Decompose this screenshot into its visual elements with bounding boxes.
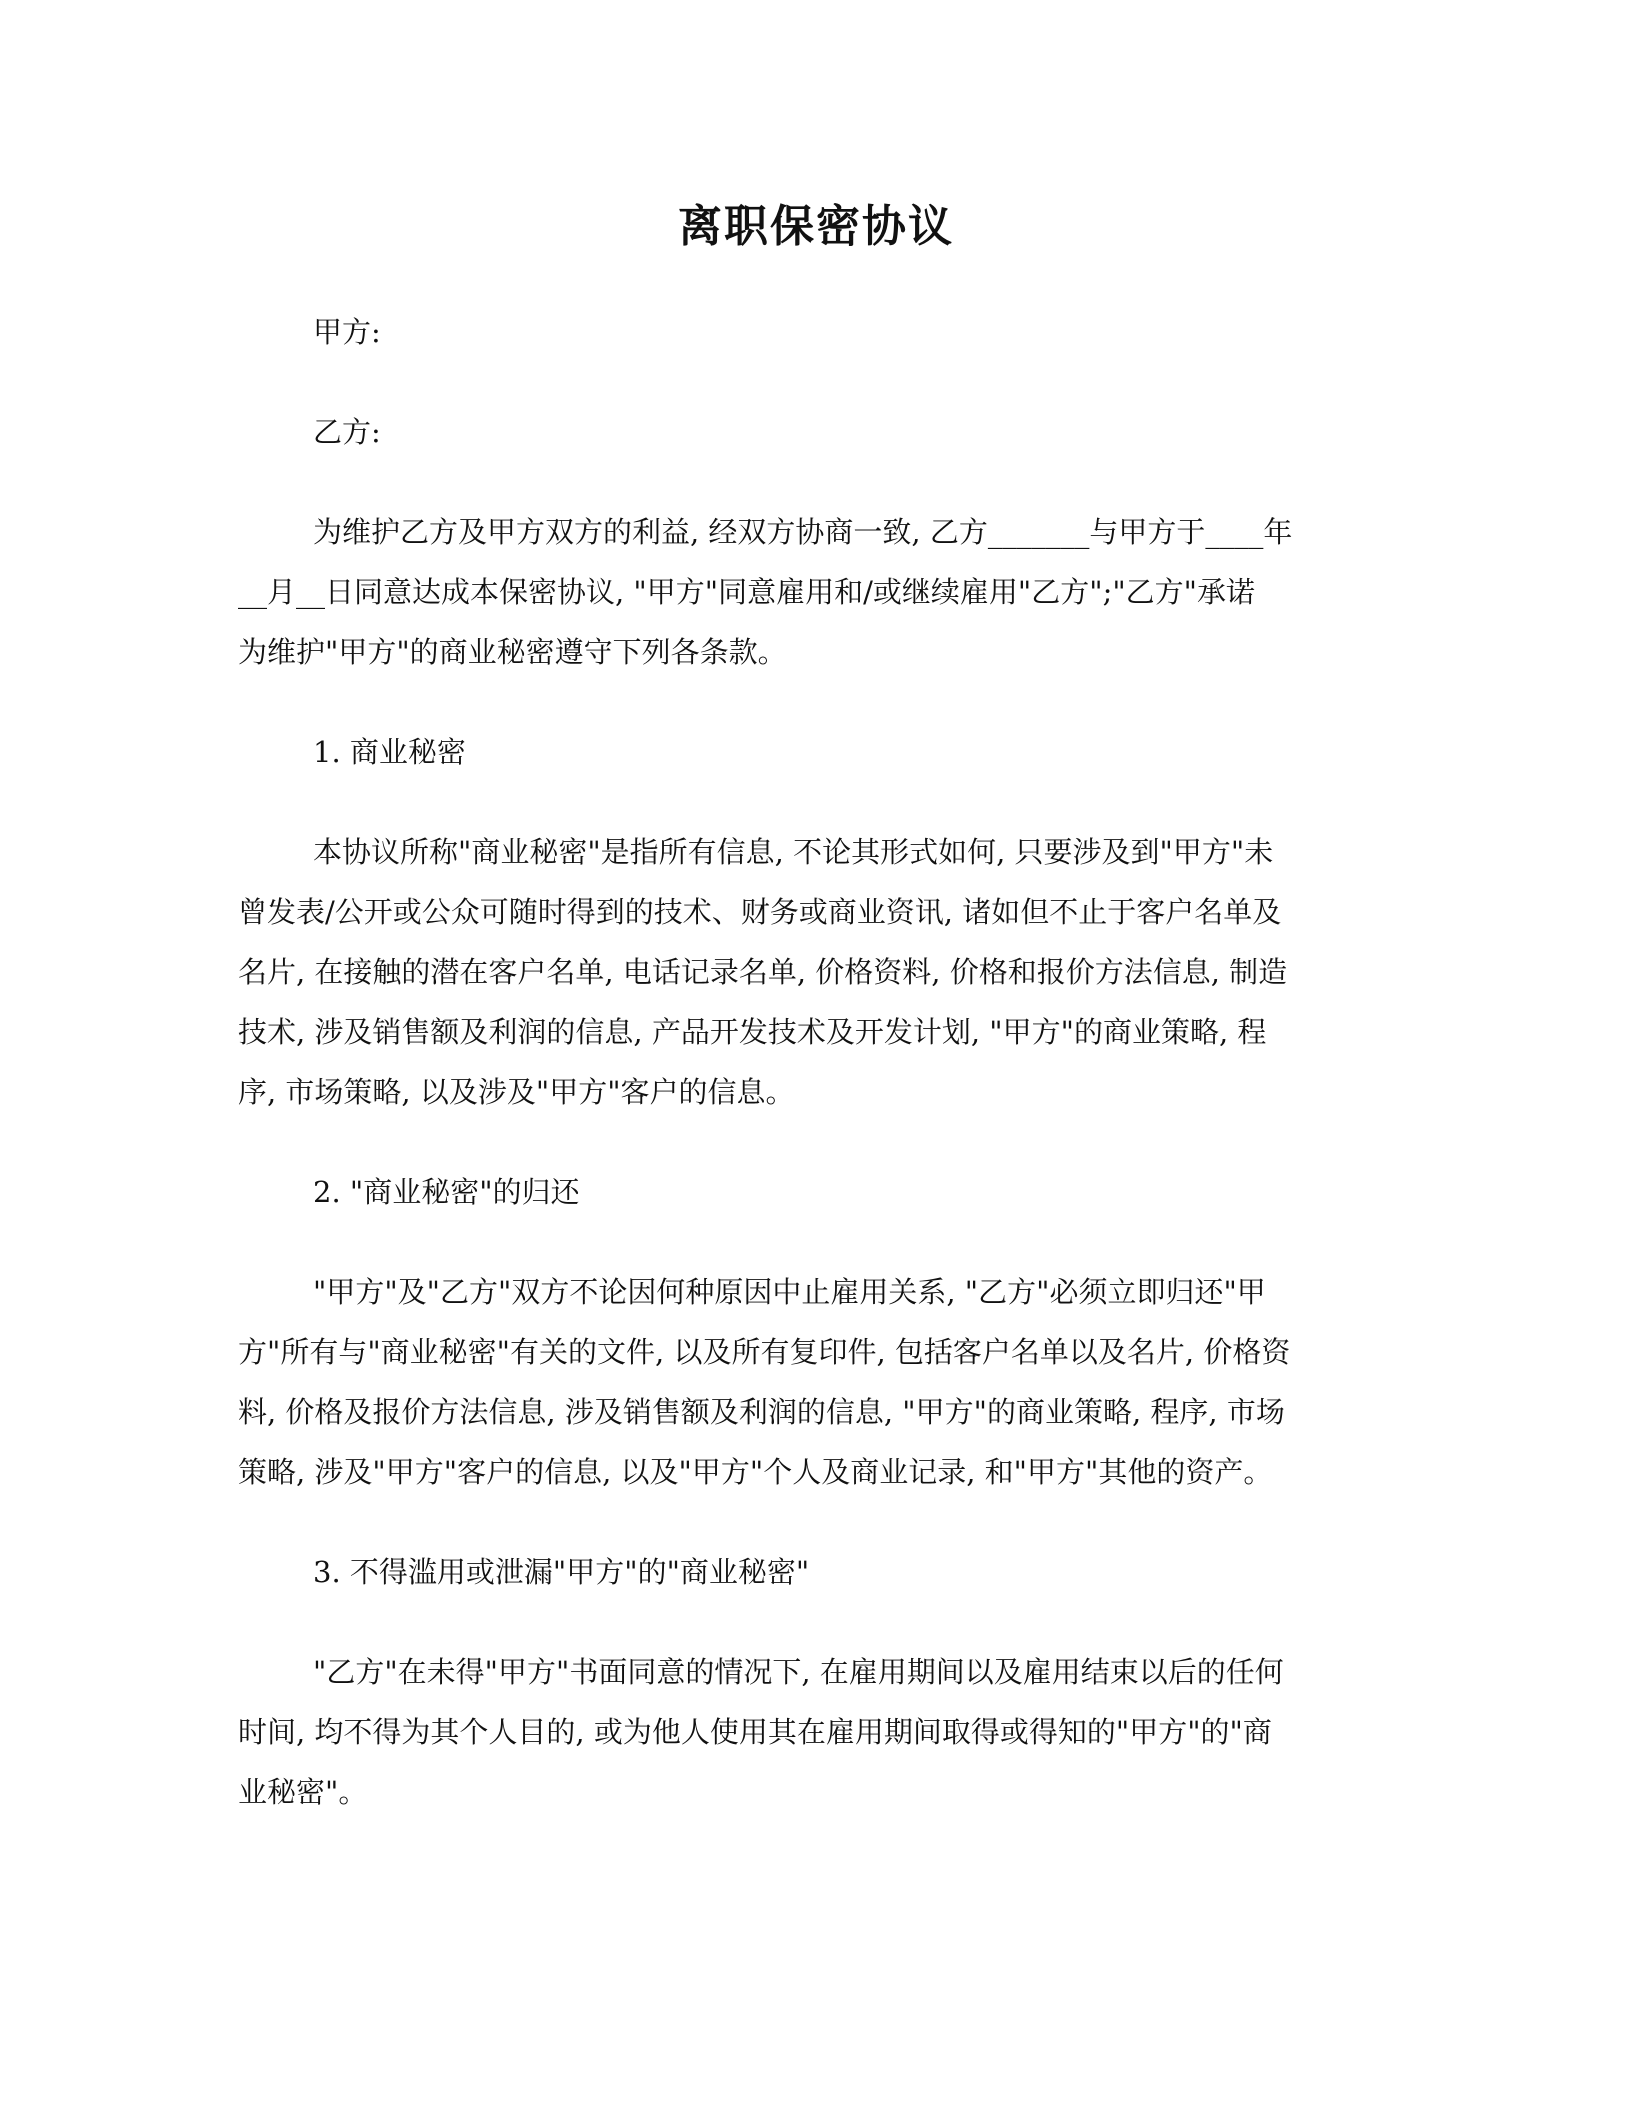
- paragraph-line: __月__日同意达成本保密协议, "甲方"同意雇用和/或继续雇用"乙方";"乙方"承诺: [238, 575, 1256, 609]
- paragraph-line: 方"所有与"商业秘密"有关的文件, 以及所有复印件, 包括客户名单以及名片, 价格资: [238, 1335, 1291, 1369]
- paragraph-line: 时间, 均不得为其个人目的, 或为他人使用其在雇用期间取得或得知的"甲方"的"商: [238, 1715, 1272, 1749]
- party-b-label: 乙方:: [313, 415, 381, 449]
- paragraph-line: 业秘密"。: [238, 1775, 368, 1809]
- paragraph-line: 料, 价格及报价方法信息, 涉及销售额及利润的信息, "甲方"的商业策略, 程序, 市场: [238, 1395, 1285, 1429]
- document-title: 离职保密协议: [678, 201, 954, 252]
- paragraph-line: 为维护乙方及甲方双方的利益, 经双方协商一致, 乙方_______与甲方于____年: [313, 515, 1293, 549]
- section-heading: 2. "商业秘密"的归还: [313, 1175, 580, 1209]
- section-heading: 1. 商业秘密: [313, 735, 466, 769]
- paragraph-line: 序, 市场策略, 以及涉及"甲方"客户的信息。: [238, 1075, 795, 1109]
- section-heading: 3. 不得滥用或泄漏"甲方"的"商业秘密": [313, 1555, 810, 1589]
- paragraph-line: 为维护"甲方"的商业秘密遵守下列各条款。: [238, 635, 787, 669]
- paragraph-line: 曾发表/公开或公众可随时得到的技术、财务或商业资讯, 诸如但不止于客户名单及: [238, 895, 1282, 929]
- party-a-label: 甲方:: [313, 315, 381, 349]
- paragraph-line: 技术, 涉及销售额及利润的信息, 产品开发技术及开发计划, "甲方"的商业策略, 程: [238, 1015, 1267, 1049]
- paragraph-line: "甲方"及"乙方"双方不论因何种原因中止雇用关系, "乙方"必须立即归还"甲: [313, 1275, 1266, 1309]
- paragraph-line: "乙方"在未得"甲方"书面同意的情况下, 在雇用期间以及雇用结束以后的任何: [313, 1655, 1284, 1689]
- paragraph-line: 策略, 涉及"甲方"客户的信息, 以及"甲方"个人及商业记录, 和"甲方"其他的资产。: [238, 1455, 1273, 1489]
- paragraph-line: 本协议所称"商业秘密"是指所有信息, 不论其形式如何, 只要涉及到"甲方"未: [313, 835, 1274, 869]
- paragraph-line: 名片, 在接触的潜在客户名单, 电话记录名单, 价格资料, 价格和报价方法信息, 制造: [238, 955, 1288, 989]
